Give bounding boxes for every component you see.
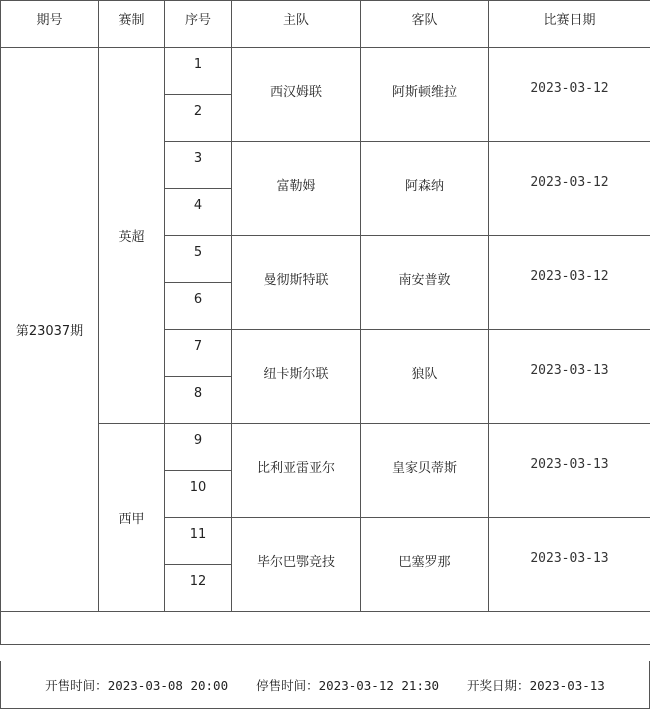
home-team-cell: 纽卡斯尔联 <box>232 330 361 424</box>
sale-stop-value: 2023-03-12 21:30 <box>318 677 440 693</box>
sale-stop-info <box>256 676 439 694</box>
home-team-cell: 西汉姆联 <box>232 48 361 142</box>
header-row <box>1 1 650 48</box>
match-date-cell: 2023-03-13 <box>489 330 650 424</box>
sale-stop-label: 停售时间： <box>256 677 319 693</box>
match-date-cell: 2023-03-12 <box>489 236 650 330</box>
match-date-cell: 2023-03-12 <box>489 48 650 142</box>
home-team-cell: 比利亚雷亚尔 <box>232 424 361 518</box>
away-team-cell: 巴塞罗那 <box>361 518 489 612</box>
blank-cell <box>1 612 650 645</box>
header-away: 客队 <box>361 1 489 48</box>
league-cell-epl: 英超 <box>99 48 165 424</box>
home-team-cell: 富勒姆 <box>232 142 361 236</box>
table-row <box>1 424 650 471</box>
away-team-cell: 狼队 <box>361 330 489 424</box>
seq-cell: 10 <box>165 471 232 518</box>
seq-cell: 6 <box>165 283 232 330</box>
away-team-cell: 阿斯顿维拉 <box>361 48 489 142</box>
draw-date-value: 2023-03-13 <box>529 677 605 693</box>
seq-cell: 9 <box>165 424 232 471</box>
seq-cell: 12 <box>165 565 232 612</box>
home-team-cell: 曼彻斯特联 <box>232 236 361 330</box>
table-row <box>1 48 650 95</box>
home-team-cell: 毕尔巴鄂竞技 <box>232 518 361 612</box>
header-date: 比赛日期 <box>489 1 650 48</box>
seq-cell: 7 <box>165 330 232 377</box>
league-cell-laliga: 西甲 <box>99 424 165 612</box>
match-date-cell: 2023-03-13 <box>489 424 650 518</box>
seq-cell: 1 <box>165 48 232 95</box>
seq-cell: 3 <box>165 142 232 189</box>
match-date-cell: 2023-03-12 <box>489 142 650 236</box>
period-cell: 第23037期 <box>1 48 99 612</box>
seq-cell: 4 <box>165 189 232 236</box>
away-team-cell: 南安普敦 <box>361 236 489 330</box>
header-home: 主队 <box>232 1 361 48</box>
match-date-cell: 2023-03-13 <box>489 518 650 612</box>
seq-cell: 5 <box>165 236 232 283</box>
away-team-cell: 阿森纳 <box>361 142 489 236</box>
sale-info-footer <box>0 661 650 709</box>
blank-row <box>1 612 650 645</box>
away-team-cell: 皇家贝蒂斯 <box>361 424 489 518</box>
seq-cell: 11 <box>165 518 232 565</box>
sale-start-info <box>45 676 228 694</box>
seq-cell: 8 <box>165 377 232 424</box>
draw-date-label: 开奖日期： <box>467 677 530 693</box>
draw-date-info <box>467 676 605 694</box>
header-period: 期号 <box>1 1 99 48</box>
seq-cell: 2 <box>165 95 232 142</box>
header-seq: 序号 <box>165 1 232 48</box>
sale-start-value: 2023-03-08 20:00 <box>107 677 229 693</box>
header-league: 赛制 <box>99 1 165 48</box>
sale-start-label: 开售时间： <box>45 677 108 693</box>
